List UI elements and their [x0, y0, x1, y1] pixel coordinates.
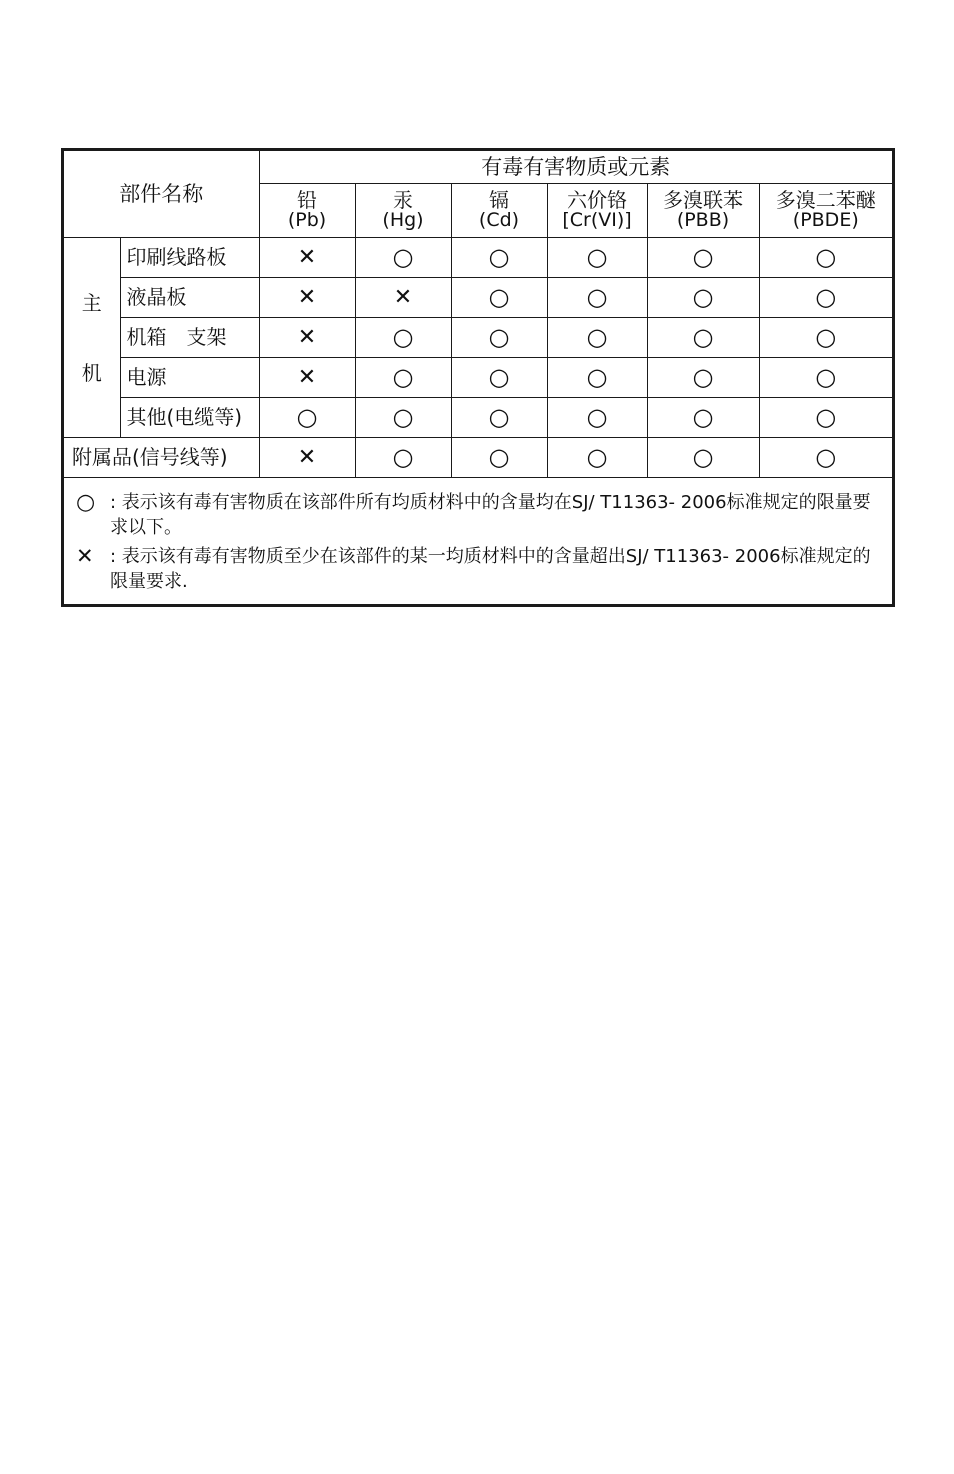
status-mark: ○	[647, 318, 759, 358]
table-row	[64, 358, 892, 398]
status-mark: ✕	[259, 438, 355, 478]
status-mark: ○	[355, 438, 451, 478]
group-label-char: 主	[81, 290, 102, 315]
status-mark: ○	[451, 438, 547, 478]
substance-symbol: (PBDE)	[792, 209, 859, 232]
status-mark: ○	[355, 238, 451, 278]
component-name-header: 部件名称	[64, 151, 259, 238]
status-mark: ✕	[259, 358, 355, 398]
legend-note-compliant	[74, 490, 882, 540]
status-mark: ○	[759, 398, 892, 438]
status-mark: ✕	[259, 278, 355, 318]
legend-note-text: : 表示该有毒有害物质在该部件所有均质材料中的含量均在SJ/ T11363- 2006标准规定的限量要求以下。	[110, 492, 871, 538]
status-mark: ○	[259, 398, 355, 438]
component-name: 其他(电缆等)	[120, 398, 259, 438]
status-mark: ○	[451, 398, 547, 438]
substance-name: 汞	[393, 188, 413, 213]
status-mark: ○	[355, 358, 451, 398]
status-mark: ○	[451, 358, 547, 398]
legend-note-exceeds	[74, 544, 882, 594]
substance-symbol: (Pb)	[287, 209, 327, 232]
status-mark: ○	[647, 398, 759, 438]
status-mark: ○	[759, 438, 892, 478]
status-mark: ○	[759, 238, 892, 278]
group-label-char: 机	[81, 360, 102, 385]
cross-icon: ✕	[76, 544, 94, 568]
substance-name: 多溴联苯	[663, 188, 743, 213]
substance-header-pbde	[759, 184, 892, 238]
accessory-component-name: 附属品(信号线等)	[64, 438, 259, 478]
component-name: 电源	[120, 358, 259, 398]
status-mark: ○	[759, 358, 892, 398]
substance-symbol: (PBB)	[676, 209, 730, 232]
table-row	[64, 278, 892, 318]
status-mark: ○	[647, 278, 759, 318]
status-mark: ○	[451, 238, 547, 278]
status-mark: ○	[547, 358, 647, 398]
table-row	[64, 238, 892, 278]
component-name: 印刷线路板	[120, 238, 259, 278]
substance-name: 镉	[489, 188, 509, 213]
status-mark: ○	[355, 398, 451, 438]
status-mark: ○	[451, 278, 547, 318]
table-row	[64, 318, 892, 358]
status-mark: ✕	[259, 318, 355, 358]
status-mark: ○	[759, 318, 892, 358]
substance-header-cd	[451, 184, 547, 238]
status-mark: ○	[547, 318, 647, 358]
substance-name: 铅	[297, 188, 317, 213]
table-row	[64, 398, 892, 438]
hazardous-substances-document	[61, 148, 895, 607]
status-mark: ○	[547, 238, 647, 278]
hazardous-substances-table	[64, 151, 892, 478]
status-mark: ✕	[355, 278, 451, 318]
hazardous-substances-header: 有毒有害物质或元素	[259, 151, 892, 184]
legend-note-text: : 表示该有毒有害物质至少在该部件的某一均质材料中的含量超出SJ/ T11363- 2006标准规定的限量要求.	[110, 546, 871, 592]
group-label-main-unit	[64, 238, 120, 438]
status-mark: ○	[547, 438, 647, 478]
substance-symbol: (Hg)	[382, 209, 424, 232]
substance-header-pbb	[647, 184, 759, 238]
substance-symbol: [Cr(VI)]	[562, 209, 632, 232]
status-mark: ○	[647, 358, 759, 398]
substance-header-hg	[355, 184, 451, 238]
table-row	[64, 438, 892, 478]
status-mark: ○	[647, 438, 759, 478]
status-mark: ○	[355, 318, 451, 358]
component-name: 机箱 支架	[120, 318, 259, 358]
status-mark: ✕	[259, 238, 355, 278]
status-mark: ○	[547, 278, 647, 318]
substance-name: 多溴二苯醚	[775, 188, 876, 213]
substance-header-cr6	[547, 184, 647, 238]
substance-header-pb	[259, 184, 355, 238]
legend-notes	[64, 484, 892, 604]
status-mark: ○	[647, 238, 759, 278]
status-mark: ○	[547, 398, 647, 438]
component-name: 液晶板	[120, 278, 259, 318]
status-mark: ○	[451, 318, 547, 358]
status-mark: ○	[759, 278, 892, 318]
substance-symbol: (Cd)	[478, 209, 520, 232]
substance-name: 六价铬	[567, 188, 627, 213]
circle-icon: ○	[76, 490, 96, 515]
